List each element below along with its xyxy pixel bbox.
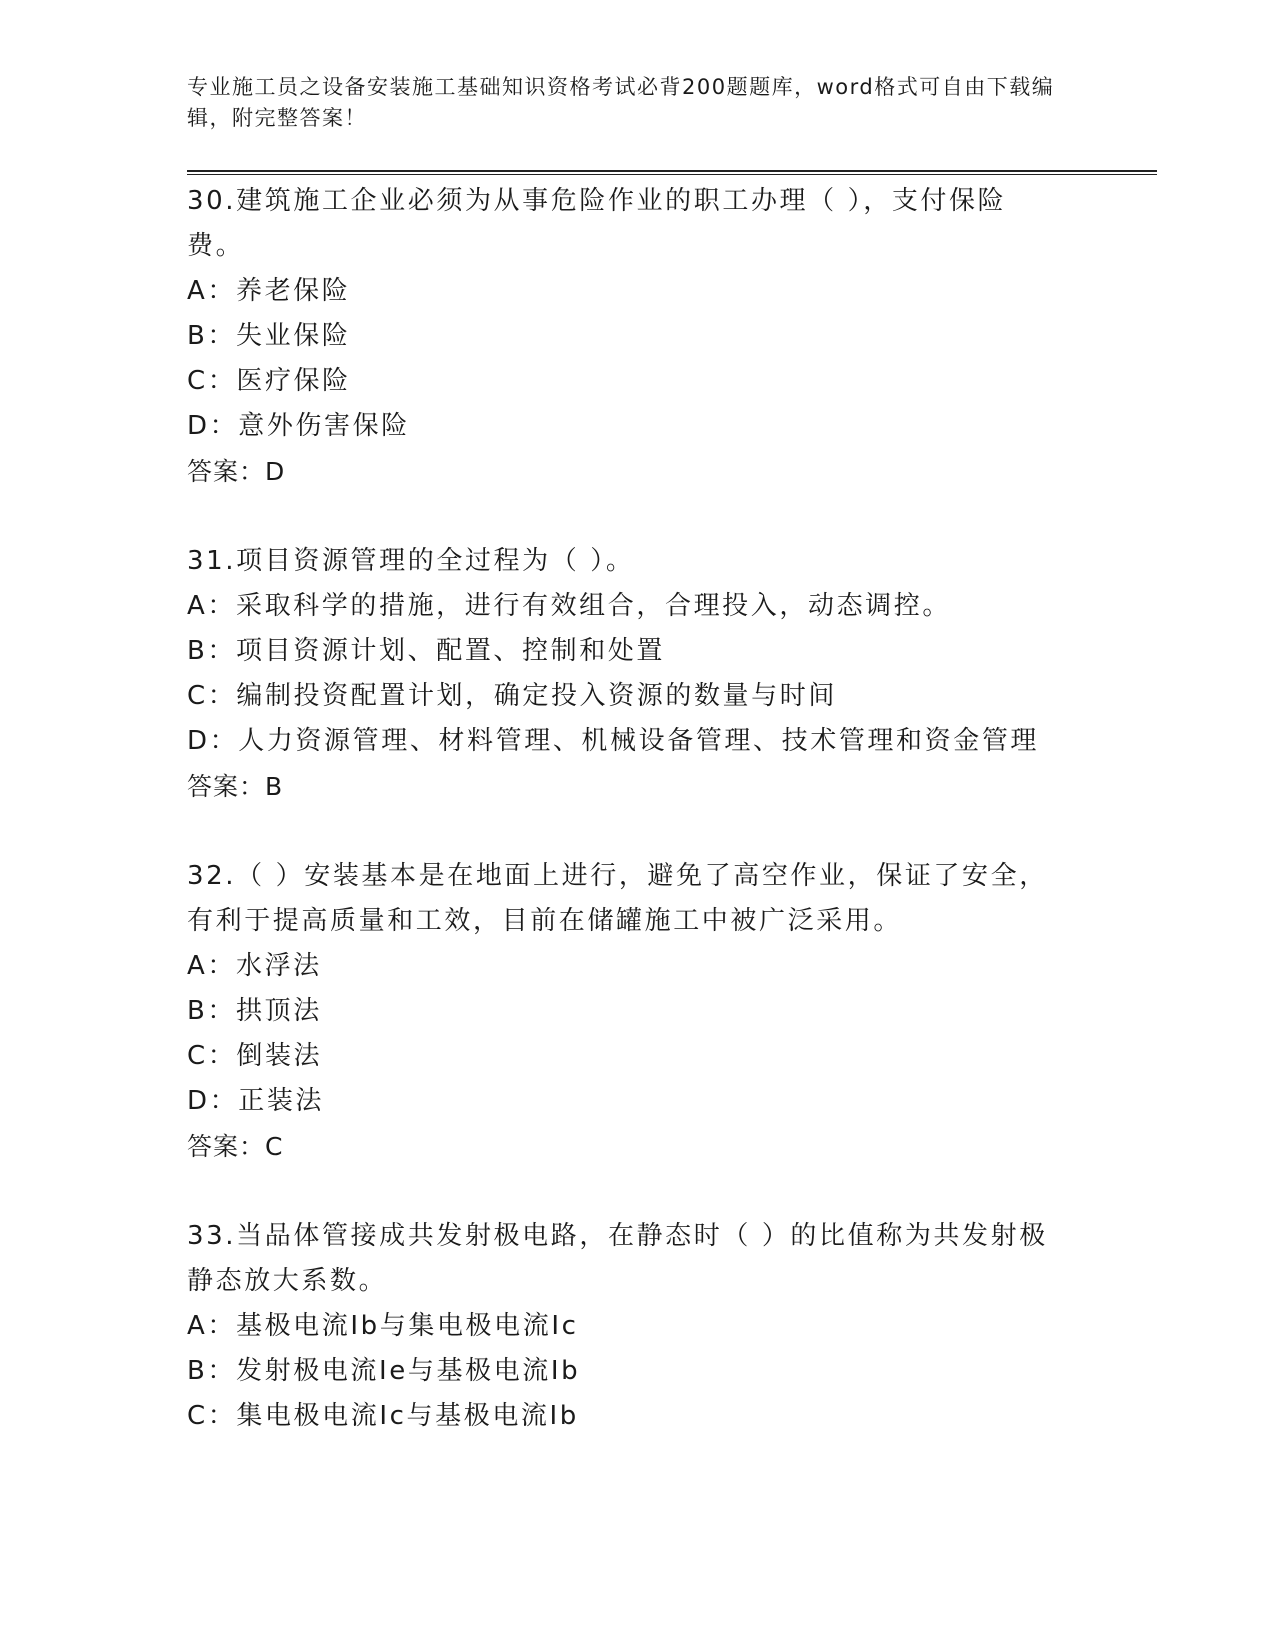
option-a: A：采取科学的措施，进行有效组合，合理投入，动态调控。 [187, 591, 951, 621]
option-d: D：意外伤害保险 [187, 411, 410, 441]
option-a: A：基极电流Ib与集电极电流Ic [187, 1311, 579, 1341]
answer: 答案：B [187, 772, 284, 801]
question-stem: 31.项目资源管理的全过程为（ ）。 [187, 546, 635, 576]
question-31 [187, 539, 1157, 809]
question-stem: 30.建筑施工企业必须为从事危险作业的职工办理（ ），支付保险费。 [187, 186, 1007, 261]
answer: 答案：D [187, 457, 286, 486]
option-b: B：项目资源计划、配置、控制和处置 [187, 636, 666, 666]
question-32 [187, 854, 1157, 1169]
option-c: C：医疗保险 [187, 366, 351, 396]
option-b: B：拱顶法 [187, 996, 322, 1026]
question-stem: 32.（ ）安装基本是在地面上进行，避免了高空作业，保证了安全，有利于提高质量和工效，目前在储罐施工中被广泛采用。 [187, 861, 1048, 936]
document-header: 专业施工员之设备安装施工基础知识资格考试必背200题题库，word格式可自由下载编辑，附完整答案！ [187, 75, 1055, 130]
option-c: C：集电极电流Ic与基极电流Ib [187, 1401, 579, 1431]
question-stem: 33.当品体管接成共发射极电路，在静态时（ ）的比值称为共发射极静态放大系数。 [187, 1221, 1048, 1296]
option-b: B：发射极电流Ie与基极电流Ib [187, 1356, 581, 1386]
option-c: C：倒装法 [187, 1041, 323, 1071]
question-33 [187, 1214, 1157, 1439]
document-page [187, 72, 1157, 1439]
option-d: D：正装法 [187, 1086, 325, 1116]
header-divider [187, 170, 1157, 175]
answer: 答案：C [187, 1132, 284, 1161]
option-a: A：水浮法 [187, 951, 322, 981]
option-a: A：养老保险 [187, 276, 351, 306]
option-d: D：人力资源管理、材料管理、机械设备管理、技术管理和资金管理 [187, 726, 1040, 756]
option-b: B：失业保险 [187, 321, 351, 351]
question-30 [187, 179, 1157, 494]
option-c: C：编制投资配置计划，确定投入资源的数量与时间 [187, 681, 837, 711]
